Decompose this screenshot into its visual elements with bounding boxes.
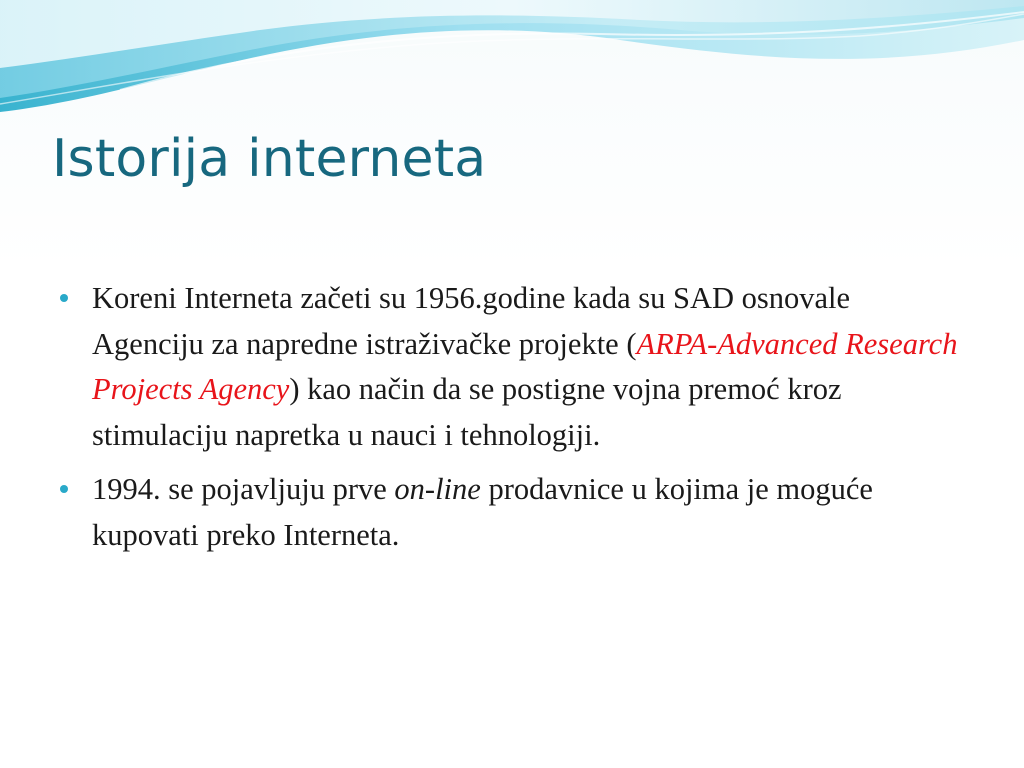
bullet-emphasis: ARPA-Advanced Research Projects Agency	[92, 326, 958, 406]
bullet-text: ) kao način da se postigne vojna premoć kroz stimulaciju napretka u nauci i tehnologiji.	[92, 372, 842, 452]
bullet-item	[60, 467, 960, 558]
bullet-marker	[60, 294, 68, 302]
bullet-text: Koreni Interneta začeti su 1956.godine kada su SAD osnovale Agenciju za napredne istraživačke projekte (	[92, 281, 851, 361]
bullet-emphasis: on-line	[394, 472, 481, 506]
bullet-text: 1994. se pojavljuju prve	[92, 472, 395, 506]
bullet-marker	[60, 485, 68, 493]
bullet-text: prodavnice u kojima je moguće kupovati preko Interneta.	[92, 472, 873, 552]
header-wave-decoration	[0, 0, 1024, 130]
bullet-list	[60, 276, 960, 567]
bullet-item	[60, 276, 960, 458]
slide-title: Istorija interneta	[52, 129, 487, 189]
